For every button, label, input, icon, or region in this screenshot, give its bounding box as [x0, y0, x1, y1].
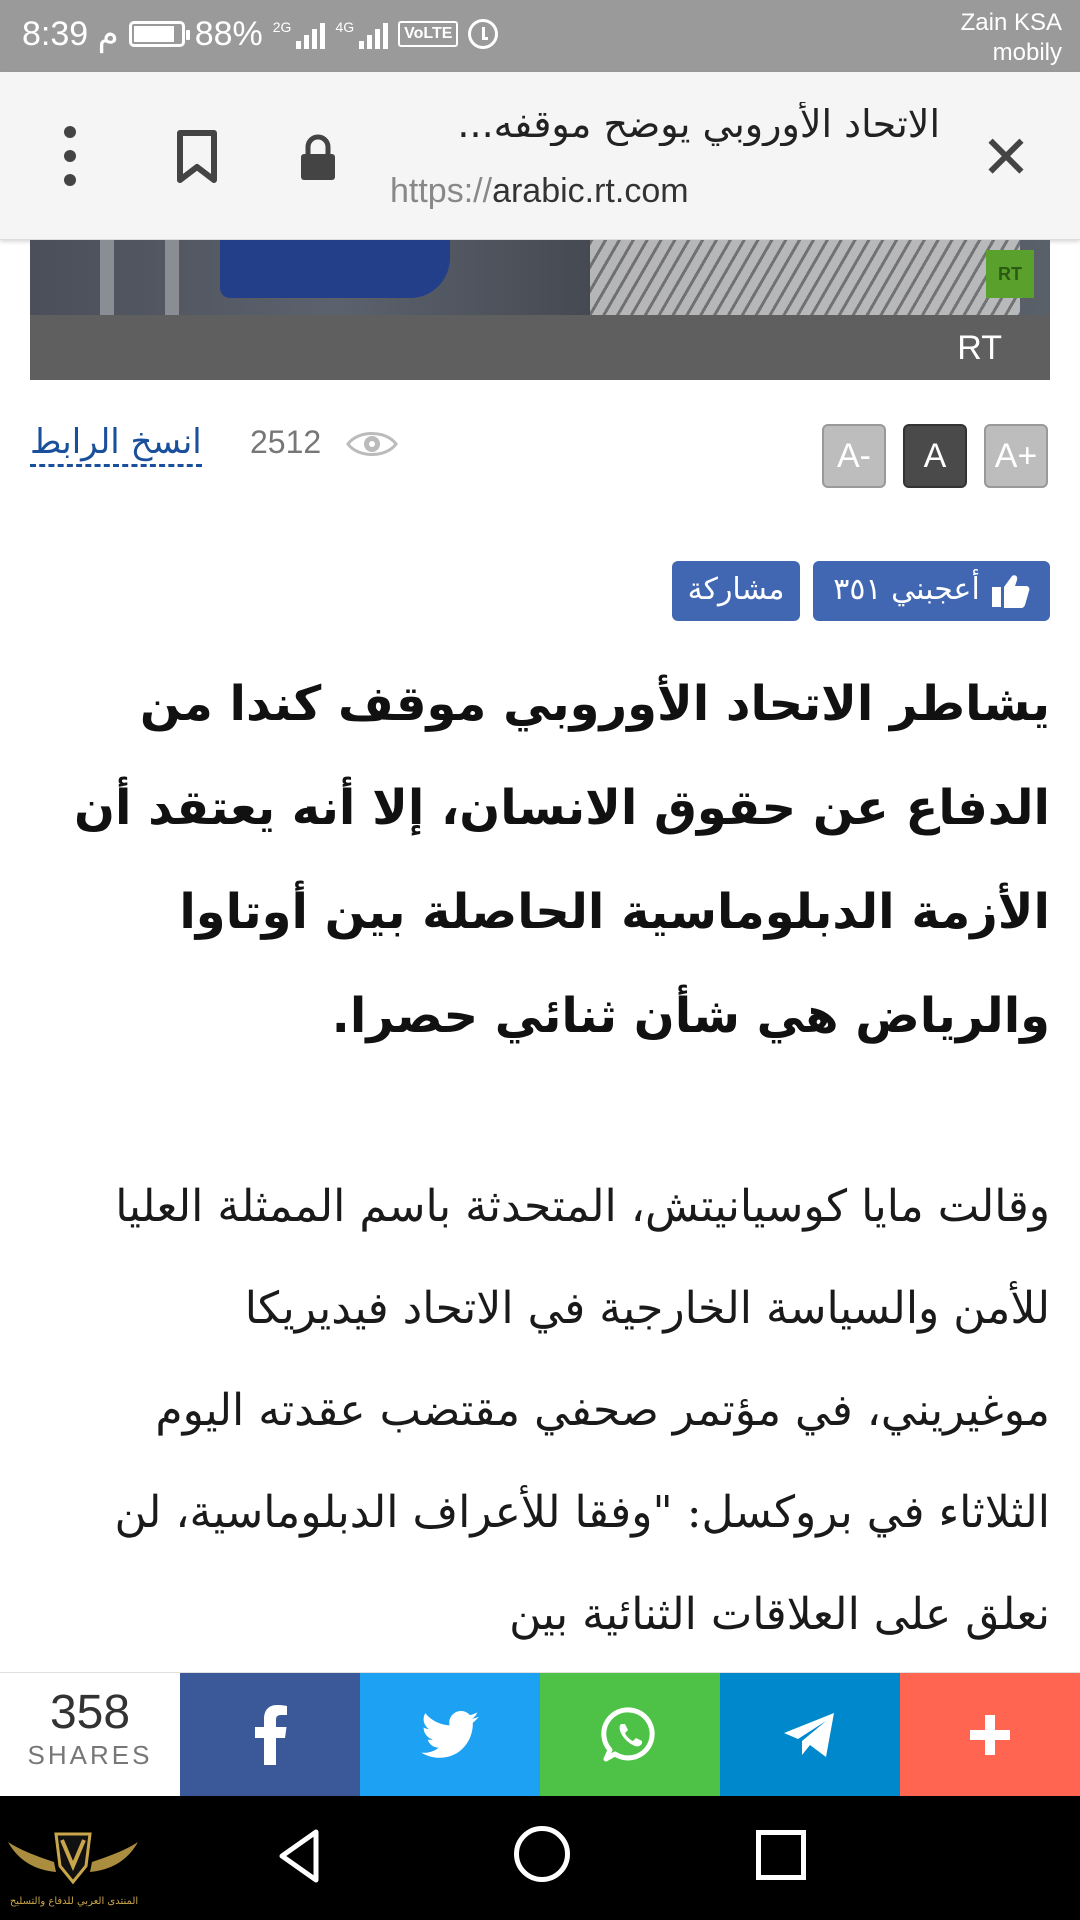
font-increase-button[interactable]: A+ [984, 424, 1048, 488]
font-decrease-button[interactable]: A- [822, 424, 886, 488]
article-body: وقالت مايا كوسيانيتش، المتحدثة باسم الممثلة العليا للأمن والسياسة الخارجية في الاتحاد فيديريكا موغيريني، في مؤتمر صحفي مقتضب عقدته اليوم الثلاثاء في بروكسل: "وفقا للأعراف الدبلوماسية، لن نعلق على العلاقات الثنائية بين [114, 1181, 1050, 1640]
clock: 8:39 م [22, 15, 119, 53]
url-scheme: https:// [390, 172, 493, 210]
more-vert-icon[interactable] [50, 126, 90, 186]
battery-icon [129, 21, 185, 47]
plus-icon [968, 1713, 1012, 1757]
building-image [590, 240, 1020, 315]
rt-logo: RT [986, 250, 1034, 298]
image-caption: RT [957, 329, 1002, 367]
home-icon[interactable] [514, 1826, 570, 1882]
carrier-secondary: mobily [992, 39, 1062, 66]
like-label: أعجبني ٣٥١ [833, 572, 980, 607]
flag-pole [100, 240, 114, 315]
bookmark-icon[interactable] [175, 130, 219, 184]
font-default-button[interactable]: A [903, 424, 967, 488]
facebook-share-button[interactable]: مشاركة [672, 561, 800, 621]
share-count [0, 1673, 180, 1797]
flag-pole [165, 240, 179, 315]
lock-icon[interactable] [298, 134, 338, 182]
url-host: arabic.rt.com [492, 172, 689, 210]
carrier-primary: Zain KSA [960, 9, 1062, 36]
page-url[interactable] [390, 172, 689, 211]
telegram-icon [782, 1711, 838, 1759]
facebook-icon [250, 1705, 290, 1765]
close-icon[interactable]: ✕ [980, 123, 1032, 193]
share-twitter-button[interactable] [360, 1673, 540, 1797]
share-more-button[interactable] [900, 1673, 1080, 1797]
share-telegram-button[interactable] [720, 1673, 900, 1797]
thumbs-up-icon [990, 573, 1030, 609]
view-count: 2512 [250, 424, 322, 460]
page-title: الاتحاد الأوروبي يوضح موقفه... [457, 102, 940, 146]
whatsapp-icon [601, 1706, 659, 1764]
recent-apps-icon[interactable] [756, 1830, 806, 1880]
twitter-icon [421, 1711, 479, 1759]
share-facebook-button[interactable] [180, 1673, 360, 1797]
image-caption-bar [30, 315, 1050, 380]
facebook-like-button[interactable] [813, 561, 1050, 621]
alarm-icon [468, 19, 498, 49]
share-whatsapp-button[interactable] [540, 1673, 720, 1797]
share-bar [0, 1672, 1080, 1796]
carrier-names [961, 8, 1062, 68]
navigation-bar [0, 1796, 1080, 1920]
watermark-text: المنتدى العربي للدفاع والتسليح [9, 1896, 139, 1907]
battery-percent: 88% [194, 14, 263, 53]
status-bar [0, 0, 1080, 72]
signal-2g-icon: 2G [273, 19, 326, 49]
eu-flag-image [220, 240, 450, 298]
article-lead: يشاطر الاتحاد الأوروبي موقف كندا من الدفاع عن حقوق الانسان، إلا أنه يعتقد أن الأزمة الدبلوماسية الحاصلة بين أوتاوا والرياض هي شأن ثنائي حصرا. [73, 676, 1050, 1044]
article-hero-image [30, 240, 1050, 380]
share-count-number: 358 [49, 1686, 131, 1739]
back-icon[interactable] [272, 1826, 332, 1886]
share-count-label: SHARES [27, 1740, 153, 1770]
status-indicators [22, 14, 498, 54]
copy-link-button[interactable]: انسخ الرابط [30, 422, 202, 467]
signal-4g-icon: 4G [335, 19, 388, 49]
browser-toolbar [0, 72, 1080, 240]
volte-icon: VoLTE [398, 21, 458, 47]
eye-icon [346, 428, 398, 460]
